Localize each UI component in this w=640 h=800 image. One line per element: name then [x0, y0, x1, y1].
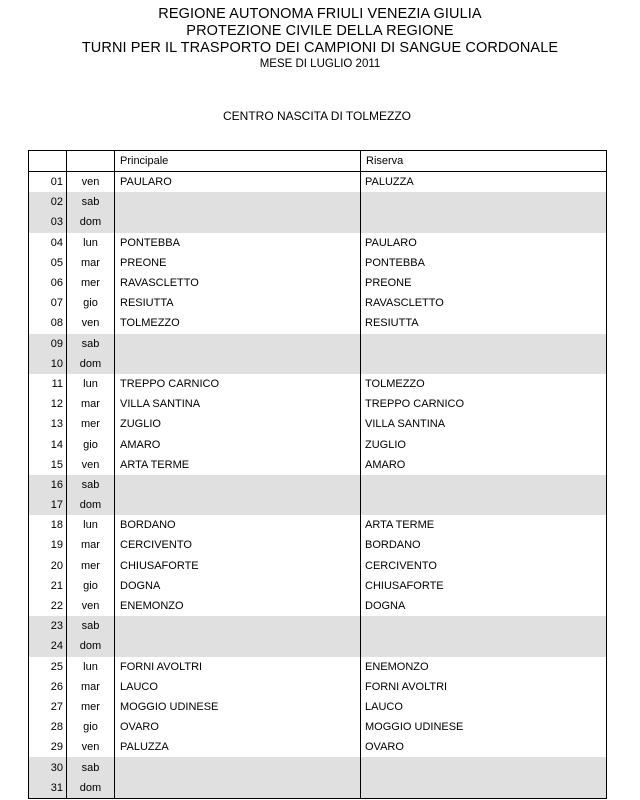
cell-day-number: 24: [29, 636, 67, 656]
cell-weekday: lun: [67, 515, 115, 535]
table-row: [29, 434, 607, 454]
cell-day-number: 21: [29, 576, 67, 596]
cell-day-number: 30: [29, 757, 67, 777]
cell-riserva: DOGNA: [361, 596, 607, 616]
cell-weekday: lun: [67, 374, 115, 394]
cell-riserva: VILLA SANTINA: [361, 414, 607, 434]
table-row: [29, 475, 607, 495]
cell-day-number: 13: [29, 414, 67, 434]
cell-day-number: 23: [29, 616, 67, 636]
cell-weekday: gio: [67, 717, 115, 737]
cell-riserva: PONTEBBA: [361, 253, 607, 273]
cell-weekday: dom: [67, 778, 115, 799]
cell-day-number: 10: [29, 354, 67, 374]
cell-day-number: 03: [29, 212, 67, 232]
cell-weekday: mer: [67, 697, 115, 717]
cell-weekday: dom: [67, 495, 115, 515]
table-row: [29, 192, 607, 212]
cell-day-number: 29: [29, 737, 67, 757]
cell-riserva: [361, 616, 607, 636]
table-row: [29, 636, 607, 656]
cell-riserva: TREPPO CARNICO: [361, 394, 607, 414]
table-row: [29, 354, 607, 374]
table-row: [29, 172, 607, 193]
cell-principale: ARTA TERME: [115, 455, 361, 475]
cell-principale: AMARO: [115, 434, 361, 454]
cell-riserva: AMARO: [361, 455, 607, 475]
table-row: [29, 374, 607, 394]
cell-riserva: ZUGLIO: [361, 434, 607, 454]
cell-principale: [115, 495, 361, 515]
header-region-title: REGIONE AUTONOMA FRIULI VENEZIA GIULIA: [158, 6, 482, 22]
cell-riserva: ENEMONZO: [361, 657, 607, 677]
table-row: [29, 455, 607, 475]
cell-weekday: sab: [67, 757, 115, 777]
cell-riserva: [361, 778, 607, 799]
cell-weekday: mar: [67, 677, 115, 697]
cell-weekday: ven: [67, 455, 115, 475]
schedule-table: [28, 150, 607, 799]
cell-weekday: sab: [67, 475, 115, 495]
cell-weekday: dom: [67, 354, 115, 374]
cell-weekday: mer: [67, 273, 115, 293]
cell-riserva: ARTA TERME: [361, 515, 607, 535]
cell-weekday: sab: [67, 616, 115, 636]
cell-weekday: gio: [67, 434, 115, 454]
cell-principale: [115, 636, 361, 656]
cell-principale: [115, 334, 361, 354]
cell-riserva: FORNI AVOLTRI: [361, 677, 607, 697]
cell-day-number: 27: [29, 697, 67, 717]
cell-weekday: dom: [67, 636, 115, 656]
cell-principale: [115, 475, 361, 495]
cell-principale: [115, 192, 361, 212]
cell-weekday: ven: [67, 313, 115, 333]
cell-riserva: [361, 354, 607, 374]
schedule-body: [29, 172, 607, 799]
cell-day-number: 12: [29, 394, 67, 414]
cell-riserva: CHIUSAFORTE: [361, 576, 607, 596]
cell-principale: [115, 354, 361, 374]
cell-riserva: RAVASCLETTO: [361, 293, 607, 313]
cell-principale: MOGGIO UDINESE: [115, 697, 361, 717]
cell-weekday: ven: [67, 172, 115, 193]
cell-weekday: sab: [67, 192, 115, 212]
cell-day-number: 18: [29, 515, 67, 535]
cell-day-number: 22: [29, 596, 67, 616]
cell-day-number: 08: [29, 313, 67, 333]
cell-principale: [115, 212, 361, 232]
cell-riserva: RESIUTTA: [361, 313, 607, 333]
cell-principale: [115, 616, 361, 636]
table-row: [29, 334, 607, 354]
table-row: [29, 778, 607, 799]
cell-day-number: 20: [29, 556, 67, 576]
cell-weekday: mar: [67, 394, 115, 414]
cell-riserva: PALUZZA: [361, 172, 607, 193]
table-row: [29, 717, 607, 737]
table-row: [29, 677, 607, 697]
column-header-day: [67, 151, 115, 172]
cell-weekday: lun: [67, 657, 115, 677]
cell-weekday: ven: [67, 737, 115, 757]
cell-day-number: 02: [29, 192, 67, 212]
table-row: [29, 414, 607, 434]
cell-riserva: MOGGIO UDINESE: [361, 717, 607, 737]
header-department-title: PROTEZIONE CIVILE DELLA REGIONE: [186, 23, 454, 39]
table-row: [29, 535, 607, 555]
cell-weekday: sab: [67, 334, 115, 354]
cell-principale: [115, 757, 361, 777]
cell-day-number: 19: [29, 535, 67, 555]
column-header-principale: Principale: [115, 151, 361, 172]
cell-riserva: [361, 212, 607, 232]
document-header: [0, 6, 640, 71]
cell-principale: PAULARO: [115, 172, 361, 193]
cell-riserva: [361, 495, 607, 515]
table-row: [29, 576, 607, 596]
cell-principale: CERCIVENTO: [115, 535, 361, 555]
cell-weekday: mer: [67, 414, 115, 434]
table-row: [29, 212, 607, 232]
cell-day-number: 16: [29, 475, 67, 495]
cell-riserva: OVARO: [361, 737, 607, 757]
cell-riserva: LAUCO: [361, 697, 607, 717]
table-row: [29, 737, 607, 757]
cell-riserva: PREONE: [361, 273, 607, 293]
table-row: [29, 757, 607, 777]
table-row: [29, 596, 607, 616]
table-row: [29, 556, 607, 576]
table-row: [29, 515, 607, 535]
table-row: [29, 313, 607, 333]
cell-weekday: ven: [67, 596, 115, 616]
cell-principale: PONTEBBA: [115, 233, 361, 253]
cell-weekday: mer: [67, 556, 115, 576]
cell-riserva: TOLMEZZO: [361, 374, 607, 394]
cell-weekday: lun: [67, 233, 115, 253]
cell-day-number: 14: [29, 434, 67, 454]
cell-day-number: 09: [29, 334, 67, 354]
cell-principale: RAVASCLETTO: [115, 273, 361, 293]
header-document-title: TURNI PER IL TRASPORTO DEI CAMPIONI DI SANGUE CORDONALE: [81, 40, 559, 56]
cell-day-number: 11: [29, 374, 67, 394]
cell-principale: CHIUSAFORTE: [115, 556, 361, 576]
cell-riserva: [361, 192, 607, 212]
cell-day-number: 31: [29, 778, 67, 799]
cell-day-number: 07: [29, 293, 67, 313]
cell-riserva: CERCIVENTO: [361, 556, 607, 576]
table-row: [29, 293, 607, 313]
table-row: [29, 253, 607, 273]
cell-riserva: [361, 636, 607, 656]
column-header-num: [29, 151, 67, 172]
cell-principale: PALUZZA: [115, 737, 361, 757]
column-header-riserva: Riserva: [361, 151, 607, 172]
cell-principale: TOLMEZZO: [115, 313, 361, 333]
cell-weekday: gio: [67, 293, 115, 313]
cell-riserva: BORDANO: [361, 535, 607, 555]
table-row: [29, 697, 607, 717]
cell-riserva: PAULARO: [361, 233, 607, 253]
cell-day-number: 25: [29, 657, 67, 677]
table-row: [29, 273, 607, 293]
cell-principale: FORNI AVOLTRI: [115, 657, 361, 677]
cell-day-number: 01: [29, 172, 67, 193]
table-row: [29, 657, 607, 677]
cell-principale: DOGNA: [115, 576, 361, 596]
cell-weekday: mar: [67, 253, 115, 273]
cell-day-number: 15: [29, 455, 67, 475]
cell-weekday: gio: [67, 576, 115, 596]
cell-principale: OVARO: [115, 717, 361, 737]
cell-day-number: 04: [29, 233, 67, 253]
cell-principale: VILLA SANTINA: [115, 394, 361, 414]
cell-riserva: [361, 757, 607, 777]
cell-principale: RESIUTTA: [115, 293, 361, 313]
cell-principale: TREPPO CARNICO: [115, 374, 361, 394]
cell-day-number: 17: [29, 495, 67, 515]
cell-principale: LAUCO: [115, 677, 361, 697]
cell-day-number: 05: [29, 253, 67, 273]
cell-principale: ZUGLIO: [115, 414, 361, 434]
cell-principale: BORDANO: [115, 515, 361, 535]
cell-weekday: dom: [67, 212, 115, 232]
cell-day-number: 26: [29, 677, 67, 697]
table-row: [29, 495, 607, 515]
cell-riserva: [361, 475, 607, 495]
header-month: MESE DI LUGLIO 2011: [259, 58, 381, 70]
cell-riserva: [361, 334, 607, 354]
table-row: [29, 394, 607, 414]
cell-principale: ENEMONZO: [115, 596, 361, 616]
cell-principale: [115, 778, 361, 799]
table-row: [29, 616, 607, 636]
center-title: CENTRO NASCITA DI TOLMEZZO: [222, 109, 412, 123]
cell-principale: PREONE: [115, 253, 361, 273]
table-row: [29, 233, 607, 253]
cell-day-number: 28: [29, 717, 67, 737]
cell-weekday: mar: [67, 535, 115, 555]
cell-day-number: 06: [29, 273, 67, 293]
table-header-row: [29, 151, 607, 172]
